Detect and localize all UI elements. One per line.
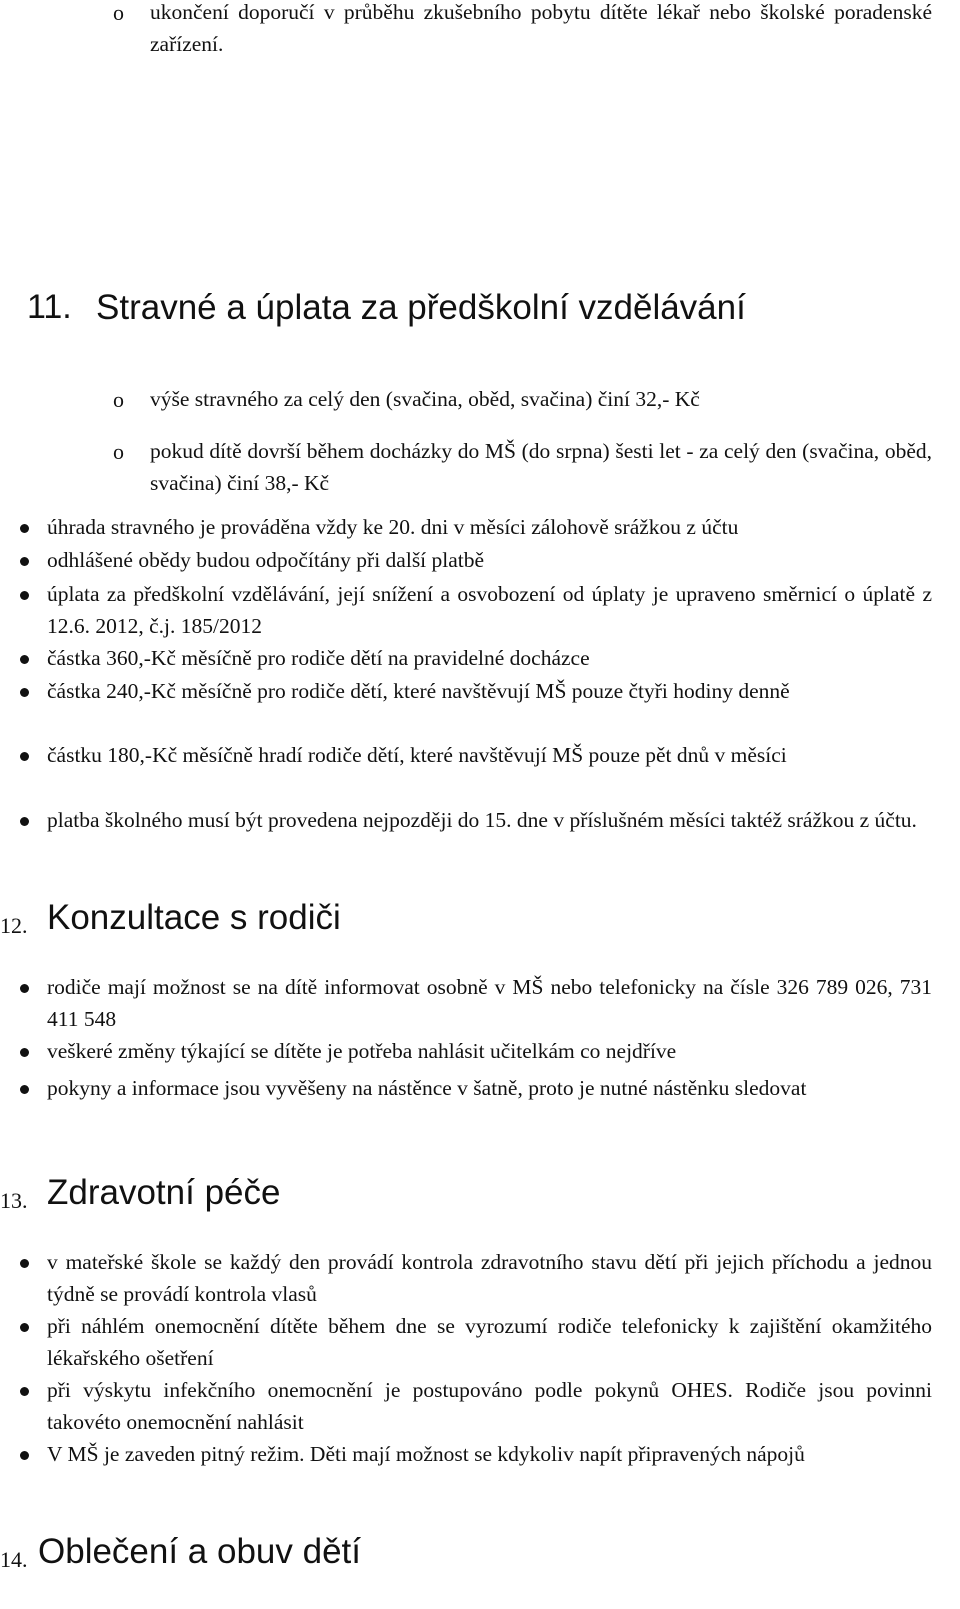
section-title: Oblečení a obuv dětí	[38, 1532, 361, 1571]
list-item-text: odhlášené obědy budou odpočítány při další platbě	[47, 548, 485, 572]
bullet-icon	[20, 1387, 29, 1396]
section-title: Zdravotní péče	[47, 1173, 281, 1212]
list-item-text: úhrada stravného je prováděna vždy ke 20. dni v měsíci zálohově srážkou z účtu	[47, 515, 739, 539]
section-title: Konzultace s rodiči	[47, 898, 341, 937]
section-number: 12.	[0, 913, 28, 938]
section-number: 11.	[27, 288, 72, 326]
bullet-icon	[20, 1451, 29, 1460]
list-item-text: pokud dítě dovrší během docházky do MŠ (do srpna) šesti let - za celý den (svačina, oběd, svačina) činí 38,- Kč	[150, 439, 932, 495]
list-item-text: platba školného musí být provedena nejpozději do 15. dne v příslušném měsíci taktéž srážkou z účtu.	[47, 808, 917, 832]
bullet-icon	[20, 1085, 29, 1094]
list-item-text: při výskytu infekčního onemocnění je postupováno podle pokynů OHES. Rodiče jsou povinni takovéto onemocnění nahlásit	[47, 1378, 932, 1434]
bullet-icon	[20, 752, 29, 761]
list-item-text: rodiče mají možnost se na dítě informovat osobně v MŠ nebo telefonicky na čísle 326 789 026, 731 411 548	[47, 975, 932, 1031]
circle-bullet-icon: o	[113, 439, 124, 464]
list-item-text: ukončení doporučí v průběhu zkušebního pobytu dítěte lékař nebo školské poradenské zařízení.	[150, 0, 932, 56]
list-item-text: částka 240,-Kč měsíčně pro rodiče dětí, které navštěvují MŠ pouze čtyři hodiny denně	[47, 679, 790, 703]
list-item-text: pokyny a informace jsou vyvěšeny na nástěnce v šatně, proto je nutné nástěnku sledovat	[47, 1076, 807, 1100]
circle-bullet-icon: o	[113, 0, 124, 25]
list-item-text: při náhlém onemocnění dítěte během dne se vyrozumí rodiče telefonicky k zajištění okamžitého lékařského ošetření	[47, 1314, 932, 1370]
section-title: Stravné a úplata za předškolní vzdělávání	[96, 288, 746, 327]
list-item-text: V MŠ je zaveden pitný režim. Děti mají možnost se kdykoliv napít připravených nápojů	[47, 1442, 805, 1466]
list-item-text: v mateřské škole se každý den provádí kontrola zdravotního stavu dětí při jejich příchodu a jednou týdně se provádí kontrola vlasů	[47, 1250, 932, 1306]
bullet-icon	[20, 1048, 29, 1057]
bullet-icon	[20, 591, 29, 600]
section-number: 13.	[0, 1188, 28, 1213]
bullet-icon	[20, 984, 29, 993]
list-item-text: výše stravného za celý den (svačina, oběd, svačina) činí 32,- Kč	[150, 387, 700, 411]
bullet-icon	[20, 817, 29, 826]
list-item-text: částku 180,-Kč měsíčně hradí rodiče dětí, které navštěvují MŠ pouze pět dnů v měsíci	[47, 743, 787, 767]
bullet-icon	[20, 1259, 29, 1268]
list-item-text: úplata za předškolní vzdělávání, její snížení a osvobození od úplaty je upraveno směrnicí o úplatě z 12.6. 2012, č.j. 185/2012	[47, 582, 932, 638]
bullet-icon	[20, 524, 29, 533]
bullet-icon	[20, 655, 29, 664]
list-item-text: veškeré změny týkající se dítěte je potřeba nahlásit učitelkám co nejdříve	[47, 1039, 677, 1063]
bullet-icon	[20, 1323, 29, 1332]
section-number: 14.	[0, 1547, 28, 1572]
bullet-icon	[20, 688, 29, 697]
circle-bullet-icon: o	[113, 387, 124, 412]
list-item-text: částka 360,-Kč měsíčně pro rodiče dětí na pravidelné docházce	[47, 646, 590, 670]
bullet-icon	[20, 557, 29, 566]
